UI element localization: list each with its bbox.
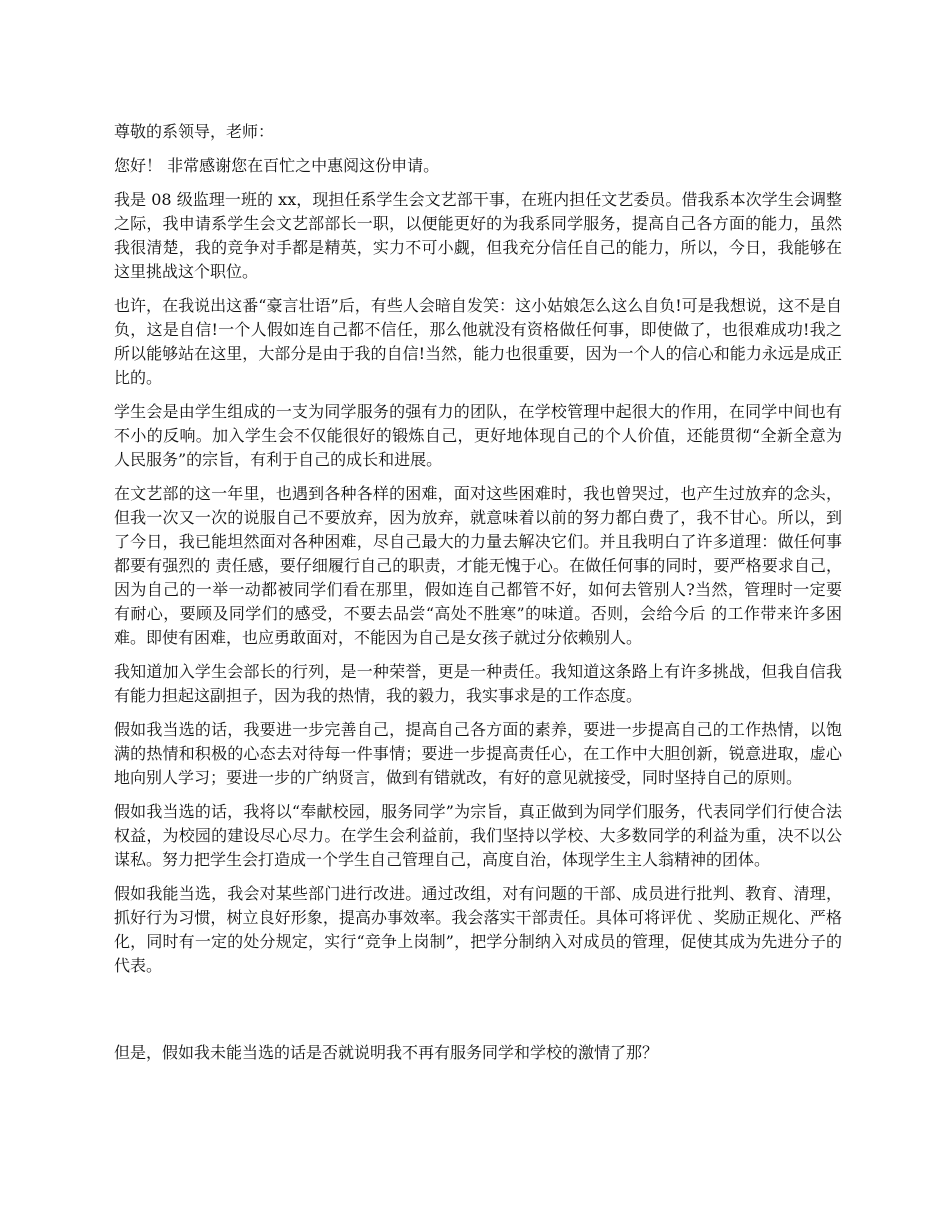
greeting: 您好！ 非常感谢您在百忙之中惠阅这份申请。 xyxy=(114,156,440,175)
paragraph-reform: 假如我能当选，我会对某些部门进行改进。通过改组，对有问题的干部、成员进行批判、教育、清理，抓好行为习惯，树立良好形象，提高办事效率。我会落实干部责任。具体可将评优 、奖励正规化、严格化，同时有一定的处分规定，实行“竞争上岗制”，把学分制纳入对成员的管理，促使其成为先进分子的代表。 xyxy=(114,884,842,975)
paragraph-improvement: 假如我当选的话，我要进一步完善自己，提高自己各方面的素养，要进一步提高自己的工作热情，以饱满的热情和积极的心态去对待每一件事情；要进一步提高责任心，在工作中大胆创新，锐意进取，虚心地向别人学习；要进一步的广纳贤言，做到有错就改，有好的意见就接受，同时坚持自己的原则。 xyxy=(114,720,842,787)
paragraph-responsibility: 我知道加入学生会部长的行列，是一种荣誉，更是一种责任。我知道这条路上有许多挑战，但我自信我有能力担起这副担子，因为我的热情，我的毅力，我实事求是的工作态度。 xyxy=(114,662,842,705)
paragraph-service: 假如我当选的话，我将以“奉献校园，服务同学”为宗旨，真正做到为同学们服务，代表同学们行使合法权益，为校园的建设尽心尽力。在学生会利益前，我们坚持以学校、大多数同学的利益为重，决不以公谋私。努力把学生会打造成一个学生自己管理自己，高度自治，体现学生主人翁精神的团体。 xyxy=(114,802,842,869)
paragraph-experience: 在文艺部的这一年里，也遇到各种各样的困难，面对这些困难时，我也曾哭过，也产生过放弃的念头，但我一次又一次的说服自己不要放弃，因为放弃，就意味着以前的努力都白费了，我不甘心。所以，到了今日，我已能坦然面对各种困难，尽自己最大的力量去解决它们。并且我明白了许多道理：做任何事都要有强烈的 责任感，要仔细履行自己的职责，才能无愧于心。在做任何事的同时，要严格要求自己，因为自己的一举一动都被同学们看在那里，假如连自己都管不好，如何去管别人?当然，管理时一定要有耐心，要顾及同学们的感受，不要去品尝“高处不胜寒”的味道。否则，会给今后 的工作带来许多困难。即使有困难，也应勇敢面对，不能因为自己是女孩子就过分依赖别人。 xyxy=(114,484,842,647)
paragraph-spacer xyxy=(114,988,842,1041)
document-page xyxy=(114,120,842,1075)
paragraph-student-union: 学生会是由学生组成的一支为同学服务的强有力的团队，在学校管理中起很大的作用，在同学中间也有不小的反响。加入学生会不仅能很好的锻炼自己，更好地体现自己的个人价值，还能贯彻“全新全意为人民服务”的宗旨，有利于自己的成长和进展。 xyxy=(114,402,842,469)
paragraph-confidence: 也许，在我说出这番“豪言壮语”后，有些人会暗自发笑：这小姑娘怎么这么自负!可是我想说，这不是自负，这是自信!一个人假如连自己都不信任，那么他就没有资格做任何事，即使做了，也很难成功!我之所以能够站在这里，大部分是由于我的自信!当然，能力也很重要，因为一个人的信心和能力永远是成正比的。 xyxy=(114,296,842,387)
closing-question: 但是，假如我未能当选的话是否就说明我不再有服务同学和学校的激情了那？ xyxy=(114,1043,659,1062)
salutation: 尊敬的系领导，老师： xyxy=(114,122,275,141)
paragraph-intro: 我是 08 级监理一班的 xx，现担任系学生会文艺部干事，在班内担任文艺委员。借我系本次学生会调整之际，我申请系学生会文艺部部长一职，以便能更好的为我系同学服务，提高自己各方面的能力，虽然我很清楚，我的竞争对手都是精英，实力不可小觑，但我充分信任自己的能力，所以，今日，我能够在这里挑战这个职位。 xyxy=(114,190,842,281)
